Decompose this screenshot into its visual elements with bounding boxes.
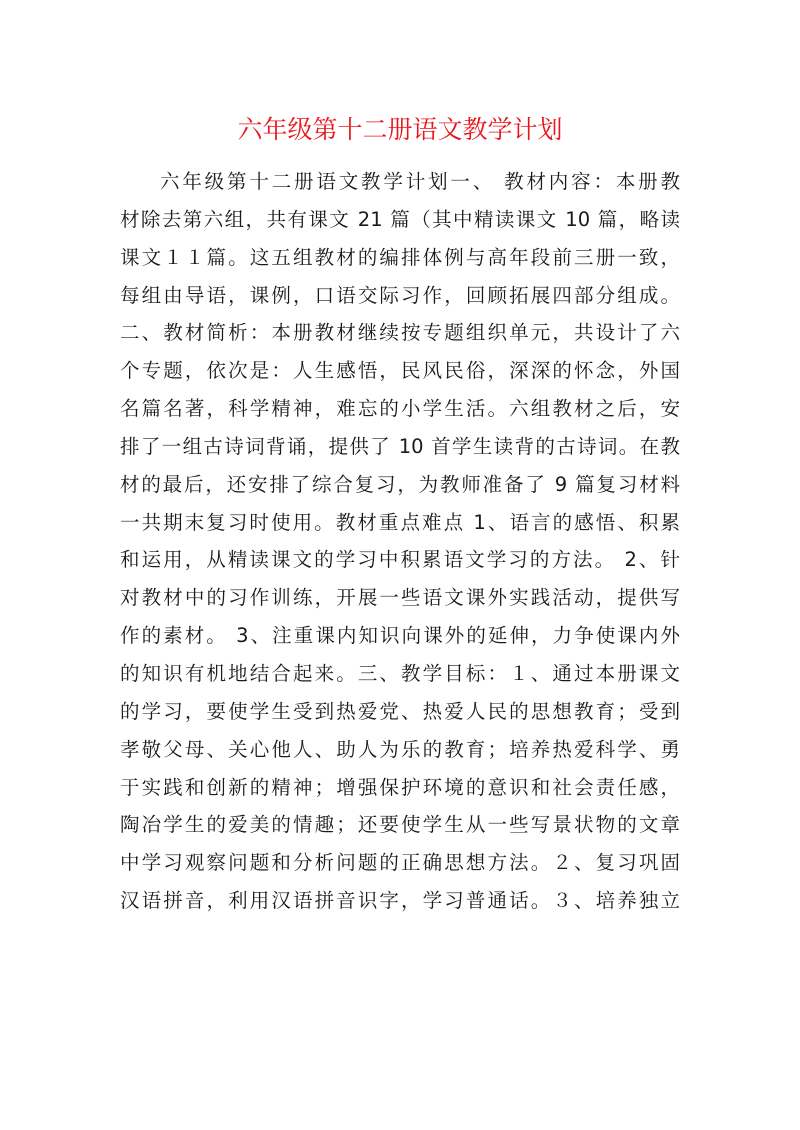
- body-line: 汉语拼音，利用汉语拼音识字，学习普通话。３、培养独立: [120, 889, 680, 913]
- document-title: 六年级第十二册语文教学计划: [237, 115, 563, 144]
- body-line: 六年级第十二册语文教学计划一、 教材内容：本册教: [160, 170, 680, 193]
- body-line: 材除去第六组，共有课文 21 篇（其中精读课文 10 篇，略读: [120, 207, 680, 231]
- body-line: 材的最后，还安排了综合复习，为教师准备了 9 篇复习材料: [120, 472, 680, 496]
- body-line: 一共期末复习时使用。教材重点难点 1、语言的感悟、积累: [120, 510, 680, 534]
- body-line: 二、教材简析：本册教材继续按专题组织单元，共设计了六: [120, 321, 680, 345]
- body-line: 对教材中的习作训练，开展一些语文课外实践活动，提供写: [120, 586, 680, 610]
- body-line: 的学习，要使学生受到热爱党、热爱人民的思想教育；受到: [120, 699, 680, 723]
- body-line: 的知识有机地结合起来。三、教学目标：１、通过本册课文: [120, 661, 680, 685]
- document-body: [120, 163, 680, 920]
- body-line: 于实践和创新的精神；增强保护环境的意识和社会责任感，: [120, 775, 680, 799]
- body-line: 中学习观察问题和分析问题的正确思想方法。２、复习巩固: [120, 851, 680, 875]
- body-line: 作的素材。 3、注重课内知识向课外的延伸，力争使课内外: [120, 624, 680, 648]
- body-line: 排了一组古诗词背诵，提供了 10 首学生读背的古诗词。在教: [120, 434, 680, 458]
- body-line: 个专题，依次是：人生感悟，民风民俗，深深的怀念，外国: [120, 359, 680, 383]
- body-line: 名篇名著，科学精神，难忘的小学生活。六组教材之后，安: [120, 397, 680, 421]
- body-line: 课文１１篇。这五组教材的编排体例与高年段前三册一致，: [120, 245, 680, 269]
- body-line: 和运用，从精读课文的学习中积累语文学习的方法。 2、针: [120, 548, 680, 572]
- body-line: 陶冶学生的爱美的情趣；还要使学生从一些写景状物的文章: [120, 813, 680, 837]
- body-line: 孝敬父母、关心他人、助人为乐的教育；培养热爱科学、勇: [120, 737, 680, 761]
- body-line: 每组由导语，课例，口语交际习作，回顾拓展四部分组成。: [120, 283, 680, 307]
